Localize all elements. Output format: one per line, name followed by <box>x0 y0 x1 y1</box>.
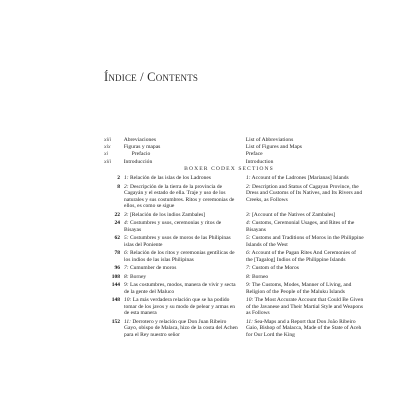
toc-entry[interactable] <box>104 265 364 272</box>
english-title: 10: The Most Accurate Account that Could Be Given of the Javanese and Their Martial Style and Weapons as Follows <box>246 297 364 316</box>
toc-entry[interactable] <box>104 319 364 339</box>
spanish-title: Prefacio <box>131 151 151 158</box>
english-title: 1: Account of the Ladrones [Marianas] Islands <box>246 175 349 181</box>
page-number: 24 <box>114 220 120 226</box>
section-number: 9: <box>124 282 129 288</box>
page-number: xix <box>104 144 111 151</box>
section-number: 6: <box>124 250 129 256</box>
english-title: 5: Customs and Traditions of Moros in the Philippine Islands of the West <box>246 235 364 248</box>
page-number: 148 <box>111 297 120 303</box>
english-title: 9: The Customs, Modes, Manner of Living, and Religion of the People of the Maluku Islands <box>246 282 352 295</box>
section-number: 8: <box>246 273 251 280</box>
english-title: List of Figures and Maps <box>245 144 302 151</box>
page-number: 144 <box>111 282 120 288</box>
section-number: 4: <box>124 220 129 226</box>
page-number: xiii <box>104 158 112 165</box>
toc-entry[interactable] <box>104 297 364 317</box>
section-number: 9: <box>246 282 251 288</box>
english-title: 6: Account of the Pagan Rites And Ceremonies of the [Tagalog] Indios of the Philippine Islands <box>246 250 356 263</box>
toc-entry[interactable] <box>104 220 364 233</box>
toc-entry[interactable] <box>104 184 364 210</box>
english-title: Introduction <box>245 158 274 165</box>
spanish-title: 10: La más verdadera relación que se ha podido tomar de los javos y su modo de pelear y armas en de esta manera <box>124 297 236 316</box>
section-number: 7: <box>124 265 129 271</box>
spanish-title: 5: Costumbres y usos de moros de las Philipinas islas del Poniente <box>124 235 231 248</box>
section-number: 1: <box>246 175 251 181</box>
spanish-title: 3: [Relación de los indios Zambales] <box>124 211 206 218</box>
spanish-title: 11: Derrotero y relación que Don Juan Ribeiro Gayo, obispo de Malaca, hizo de la costa del Achen para el Rey nuestro señor <box>124 318 238 338</box>
english-title: 7: Custom of the Moros <box>246 265 299 271</box>
section-number: 11: <box>246 318 253 325</box>
toc-entry[interactable] <box>104 282 364 295</box>
spanish-title: Abreviaciones <box>123 137 156 143</box>
english-title: 2: Description and Status of Cagayan Province, the Dress and Customs of Its Natives, and Its Rivers and Creeks, as Follows <box>246 183 363 203</box>
page-number: 2 <box>117 175 120 181</box>
spanish-title: Introducción <box>123 158 153 165</box>
spanish-title: Figuras y mapas <box>123 144 161 151</box>
english-title: 11: Sea-Maps and a Report that Don João Ribeiro Gaio, Bishop of Malacca, Made of the State of Aceh for Our Lord the King <box>246 318 362 338</box>
toc-entry[interactable] <box>104 274 364 281</box>
section-number: 11: <box>124 318 131 325</box>
english-title: Preface <box>245 151 263 158</box>
list-item[interactable] <box>104 137 354 144</box>
spanish-title: 8: Borney <box>124 273 147 280</box>
toc-entry[interactable] <box>104 212 364 219</box>
page-number: 8 <box>117 183 120 190</box>
section-number: 4: <box>246 220 251 226</box>
spanish-title: 2: Descripción de la tierra de la provincia de Cagayán y el estado de ella. Traje y uso de los naturales y sus costumbres. Ritos y ceremonias de ellos, es como se sigue <box>124 183 235 209</box>
section-number: 7: <box>246 265 251 271</box>
section-number: 10: <box>246 297 254 303</box>
toc-entry[interactable] <box>104 250 364 263</box>
spanish-title: 1: Relación de las islas de los Ladrones <box>124 175 211 181</box>
page-number: xiii <box>104 137 112 143</box>
section-number: 3: <box>124 211 129 218</box>
section-number: 1: <box>124 175 129 181</box>
page-number: 22 <box>114 211 120 218</box>
section-number: 6: <box>246 250 251 256</box>
list-item[interactable] <box>104 159 354 166</box>
section-number: 8: <box>124 273 129 280</box>
page-title: Índice / Contents <box>104 70 199 84</box>
spanish-title: 6: Relación de los ritos y ceremonias gentílicas de los indios de las islas Philipinas <box>124 250 235 263</box>
english-title: List of Abbreviations <box>245 137 294 143</box>
english-title: 8: Borneo <box>246 273 269 280</box>
spanish-title: 9: Las costumbres, modos, manera de vivir y secta de la gente del Maluco <box>124 282 236 295</box>
page-number: 96 <box>114 265 120 271</box>
page-number: 78 <box>114 250 120 256</box>
front-matter-list <box>104 137 354 166</box>
section-number: 5: <box>246 235 251 241</box>
spanish-title: 7: Cumumber de moros <box>124 265 177 271</box>
section-number: 2: <box>246 183 251 190</box>
section-number: 5: <box>124 235 129 241</box>
page-number: 108 <box>111 273 120 280</box>
page-number: 62 <box>114 235 120 241</box>
section-number: 3: <box>246 211 251 218</box>
page-number: xi <box>104 151 109 158</box>
list-item[interactable] <box>104 151 354 158</box>
section-number: 2: <box>124 183 129 190</box>
section-heading: BOXER CODEX SECTIONS <box>184 166 274 172</box>
toc-entry[interactable] <box>104 235 364 248</box>
english-title: 3: [Account of the Natives of Zambales] <box>246 211 336 218</box>
spanish-title: 4: Costumbres y usos, ceremonias y ritos de Bisayas <box>124 220 222 233</box>
english-title: 4: Customs, Ceremonial Usages, and Rites of the Bisayans <box>246 220 355 233</box>
page-number: 152 <box>111 318 120 325</box>
toc-entries <box>104 175 364 340</box>
toc-entry[interactable] <box>104 175 364 182</box>
section-number: 10: <box>124 297 132 303</box>
